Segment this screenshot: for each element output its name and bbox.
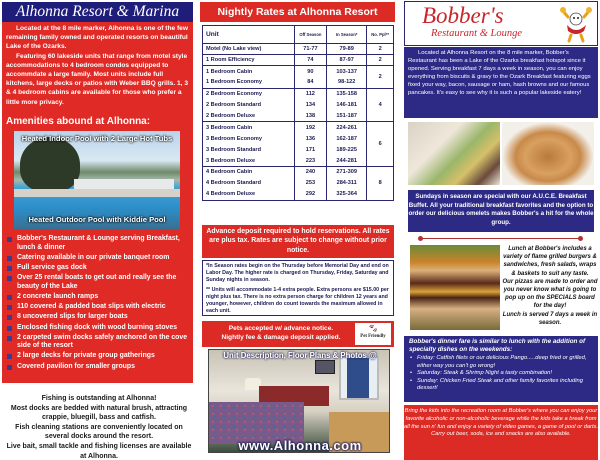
amenity-text: Over 25 rental boats to get out and really see the beauty of the Lake: [17, 274, 177, 290]
season-footnote: *In Season rates begin on the Thursday before Memorial Day and end on Labor Day. The higher rate is charged on Thursday, Friday, Saturday and Sunday nights in season.: [206, 263, 389, 283]
restaurant-panel: [402, 0, 600, 460]
dinner-heading: Bobber's dinner fare is similar to lunch with the addition of specialty dishes on the weekends:: [409, 338, 586, 353]
pet-friendly-badge: [355, 323, 391, 345]
table-row: [203, 133, 394, 144]
resort-intro-p1: Located at the 8 mile marker, Alhonna is one of the few remaining family owned and operated resorts on beautiful Lake of the Ozarks.: [6, 25, 188, 51]
col-off-season: Off Season: [294, 26, 326, 44]
square-bullet-icon: [7, 365, 12, 370]
dinner-item: • Saturday: Steak & Shrimp Night a tasty combination!: [409, 370, 593, 378]
in-season-cell: 87-97: [327, 55, 367, 66]
square-bullet-icon: [7, 237, 12, 242]
in-season-cell: 146-181: [327, 99, 367, 110]
square-bullet-icon: [7, 326, 12, 331]
off-season-cell: 240: [294, 167, 326, 178]
in-season-cell: 325-364: [327, 189, 367, 200]
lunch-text: Our pizzas are made to order and you never know what is going to pop up on the SPECIALS board for the day!: [502, 278, 598, 310]
in-season-cell: 224-261: [327, 122, 367, 133]
table-row: [203, 44, 394, 55]
square-bullet-icon: [7, 266, 12, 271]
in-season-cell: 103-137: [327, 66, 367, 77]
amenity-item: [6, 363, 192, 372]
col-unit: Unit: [203, 26, 295, 44]
dinner-section: [404, 336, 598, 402]
in-season-cell: 189-225: [327, 144, 367, 155]
pets-line: Pets accepted w/ advance notice.: [228, 325, 334, 332]
restaurant-intro: [404, 47, 598, 118]
max-people-cell: 2: [367, 55, 394, 66]
amenity-text: Catering available in our private banquet room: [17, 253, 170, 261]
pancakes-photo: [502, 122, 594, 185]
amenity-text: 2 carpeted swim docks safely anchored on the cove side of the resort: [17, 333, 188, 350]
amenity-item: [6, 334, 192, 351]
lunch-section: [502, 245, 598, 327]
dinner-list: [409, 355, 593, 393]
outdoor-pool-caption: Heated Outdoor Pool with Kiddie Pool: [28, 215, 166, 224]
off-season-cell: 71-77: [294, 44, 326, 55]
resort-panel: [0, 0, 196, 460]
amenity-text: 110 covered & padded boat slips with electric: [17, 303, 166, 311]
unit-cell: 4 Bedroom Standard: [203, 178, 295, 189]
website-link[interactable]: www.Alhonna.com: [238, 438, 362, 453]
photo-curtain: [347, 358, 369, 398]
unit-cell: 4 Bedroom Cabin: [203, 167, 295, 178]
pets-banner: [202, 321, 394, 347]
unit-cell: 3 Bedroom Standard: [203, 144, 295, 155]
in-season-cell: 244-281: [327, 155, 367, 166]
off-season-cell: 192: [294, 122, 326, 133]
unit-cell: Motel (No Lake view): [203, 44, 295, 55]
restaurant-name: Bobber's: [422, 3, 504, 28]
off-season-cell: 90: [294, 66, 326, 77]
off-season-cell: 171: [294, 144, 326, 155]
off-season-cell: 74: [294, 55, 326, 66]
off-season-cell: 134: [294, 99, 326, 110]
col-in-season: In Season*: [327, 26, 367, 44]
photo-window: [339, 356, 379, 400]
table-row: [203, 77, 394, 88]
square-bullet-icon: [7, 354, 12, 359]
table-row: [203, 122, 394, 133]
unit-cell: 3 Bedroom Economy: [203, 133, 295, 144]
amenity-item: [6, 274, 192, 291]
unit-photo-caption: Unit Description, Floor Plans & Photos @: [223, 351, 377, 360]
recreation-room-section: [404, 405, 598, 460]
unit-cell: 1 Bedroom Cabin: [203, 66, 295, 77]
square-bullet-icon: [7, 305, 12, 310]
resort-intro-p2: Featuring 60 lakeside units that range from motel style accommodations to 4 bedroom condos equipped to accommdate a large family. Most units include full kitchens, large decks or patios with Weber BBQ grills. 1, 3 & 4 bedroom cabins are available for those who prefer a little more privacy.: [6, 52, 188, 106]
amenity-text: Covered pavilion for smaller groups: [17, 362, 135, 370]
off-season-cell: 138: [294, 111, 326, 122]
unit-cell: 4 Bedroom Deluxe: [203, 189, 295, 200]
carry-out-text: Carry out beer, soda, ice and snacks are also available.: [431, 431, 571, 438]
photo-tree: [20, 137, 80, 192]
amenity-item: [6, 324, 192, 333]
indoor-pool-caption: Heated Indoor Pool with 2 Large Hot Tubs: [21, 134, 173, 143]
off-season-cell: 292: [294, 189, 326, 200]
table-row: [203, 167, 394, 178]
resort-title: Alhonna Resort & Marina: [2, 2, 193, 22]
restaurant-subtitle: Restaurant & Lounge: [431, 28, 522, 39]
rate-footnotes: [202, 260, 394, 316]
unit-cell: 2 Bedroom Economy: [203, 88, 295, 99]
table-row: [203, 55, 394, 66]
lunch-text: Lunch is served 7 days a week in season.: [502, 311, 598, 326]
unit-photo: [208, 349, 390, 453]
off-season-cell: 253: [294, 178, 326, 189]
max-people-cell: 2: [367, 66, 394, 88]
amenity-text: Bobber's Restaurant & Lounge serving Breakfast, lunch & dinner: [17, 235, 180, 251]
amenity-text: 2 concrete launch ramps: [17, 292, 99, 300]
deposit-notice: Advance deposit required to hold reservations. All rates are plus tax. Rates are subject to change without prior notice.: [202, 225, 394, 258]
max-people-cell: 6: [367, 122, 394, 167]
unit-cell: 1 Room Efficiency: [203, 55, 295, 66]
in-season-cell: 98-122: [327, 77, 367, 88]
burger-photo: [410, 245, 500, 330]
restaurant-intro-text: Located at Alhonna Resort on the 8 mile marker, Bobber's Restaurant has been a Lake of the Ozarks breakfast hotspot since it opened. Serving breakfast 7 days a week in season, you can enjoy everything from biscuits & gravy to the Ozark Breakfast featuring eggs fixed your way, bacon, sausage or ham, hash browns and our famous pancakes. It's easy to see why it is such a popular lakeside eatery!: [408, 50, 591, 96]
square-bullet-icon: [7, 256, 12, 261]
table-row: [203, 88, 394, 99]
unit-cell: 3 Bedroom Cabin: [203, 122, 295, 133]
sunday-buffet: Sundays in season are special with our A.U.C.E. Breakfast Buffet. All your traditional breakfast favorites and the option to order our delicious omelets makes Bobber's a hit for the whole group.: [408, 190, 594, 232]
in-season-cell: 151-187: [327, 111, 367, 122]
unit-cell: 3 Bedroom Deluxe: [203, 155, 295, 166]
pool-photo: [14, 131, 180, 229]
in-season-cell: 162-187: [327, 133, 367, 144]
table-row: [203, 66, 394, 77]
divider: [420, 238, 580, 239]
people-footnote: ** Units will accommodate 1-4 extra people. Extra persons are $15.00 per night plus tax. There is no extra person charge for children 12 years and younger, however, children do count towards the maximum allowed in each unit.: [206, 287, 389, 314]
off-season-cell: 136: [294, 133, 326, 144]
amenity-item: [6, 264, 192, 273]
max-people-cell: 8: [367, 167, 394, 201]
table-row: [203, 155, 394, 166]
rates-header-row: [203, 26, 394, 44]
off-season-cell: 223: [294, 155, 326, 166]
square-bullet-icon: [7, 276, 12, 281]
table-row: [203, 111, 394, 122]
bobber-mascot-icon: [559, 5, 593, 43]
breakfast-wrap-photo: [408, 122, 500, 185]
photo-wall-picture: [315, 360, 335, 374]
table-row: [203, 189, 394, 200]
rates-title: Nightly Rates at Alhonna Resort: [200, 2, 395, 22]
in-season-cell: 271-309: [327, 167, 367, 178]
in-season-cell: 284-311: [327, 178, 367, 189]
fishing-line: Fish cleaning stations are conveniently located on several docks around the resort.: [15, 423, 183, 441]
amenity-item: [6, 313, 192, 322]
fishing-line: Most docks are bedded with natural brush, attracting crappie, bluegill, bass and catfish.: [10, 404, 188, 422]
off-season-cell: 112: [294, 88, 326, 99]
rates-panel: [200, 0, 396, 460]
table-row: [203, 144, 394, 155]
amenity-text: Enclosed fishing dock with wood burning stoves: [17, 323, 178, 331]
pets-text: [206, 324, 356, 342]
paw-print-icon: 🐾︎: [367, 324, 379, 333]
off-season-cell: 84: [294, 77, 326, 88]
square-bullet-icon: [7, 315, 12, 320]
unit-cell: 2 Bedroom Standard: [203, 99, 295, 110]
recreation-text: Bring the kids into the recreation room at Bobber's where you can enjoy your favorite alcoholic or non-alcoholic beverage while the kids take a break from all the sun n' fun and enjoy a variety of video games, a game of pool or darts.: [404, 408, 598, 430]
photo-building: [74, 179, 174, 189]
unit-cell: 2 Bedroom Deluxe: [203, 111, 295, 122]
pet-friendly-label: Pet Friendly: [360, 334, 386, 339]
resort-intro: [6, 24, 192, 107]
amenity-text: Full service gas dock: [17, 263, 87, 271]
amenity-item: [6, 303, 192, 312]
photo-deck: [14, 189, 180, 197]
amenity-item: [6, 235, 192, 252]
amenity-item: [6, 352, 192, 361]
in-season-cell: 135-158: [327, 88, 367, 99]
amenities-heading: Amenities abound at Alhonna:: [6, 116, 151, 127]
table-row: [203, 99, 394, 110]
col-max-people: No. Ppl**: [367, 26, 394, 44]
breakfast-photos: [408, 122, 594, 185]
amenity-text: 8 uncovered slips for larger boats: [17, 313, 128, 321]
amenity-item: [6, 293, 192, 302]
square-bullet-icon: [7, 336, 12, 341]
fishing-section: [4, 394, 194, 460]
dinner-item: • Sunday: Chicken Fried Steak and other family favorites including dessert!: [409, 378, 593, 393]
amenity-item: [6, 254, 192, 263]
table-row: [203, 178, 394, 189]
fishing-headline: Fishing is outstanding at Alhonna!: [41, 395, 157, 402]
rates-table: [202, 25, 394, 201]
unit-cell: 1 Bedroom Economy: [203, 77, 295, 88]
fishing-line: Live bait, small tackle and fishing licenses are available at Alhonna.: [6, 442, 192, 460]
max-people-cell: 4: [367, 88, 394, 122]
pets-line: Nightly fee & damage deposit applied.: [221, 334, 341, 341]
divider-dot-icon: [418, 236, 423, 241]
in-season-cell: 79-89: [327, 44, 367, 55]
square-bullet-icon: [7, 295, 12, 300]
amenities-list: [6, 235, 192, 373]
max-people-cell: 2: [367, 44, 394, 55]
amenity-text: 2 large decks for private group gatherings: [17, 352, 155, 360]
restaurant-header: [404, 1, 598, 46]
lunch-text: Lunch at Bobber's includes a variety of flame grilled burgers & sandwiches, fresh salads, wraps & baskets to suit any taste.: [503, 246, 597, 277]
divider-dot-icon: [578, 236, 583, 241]
dinner-item: • Friday: Catfish filets or our delicious Pango.....deep fried or grilled, either way you can't go wrong!: [409, 355, 593, 370]
